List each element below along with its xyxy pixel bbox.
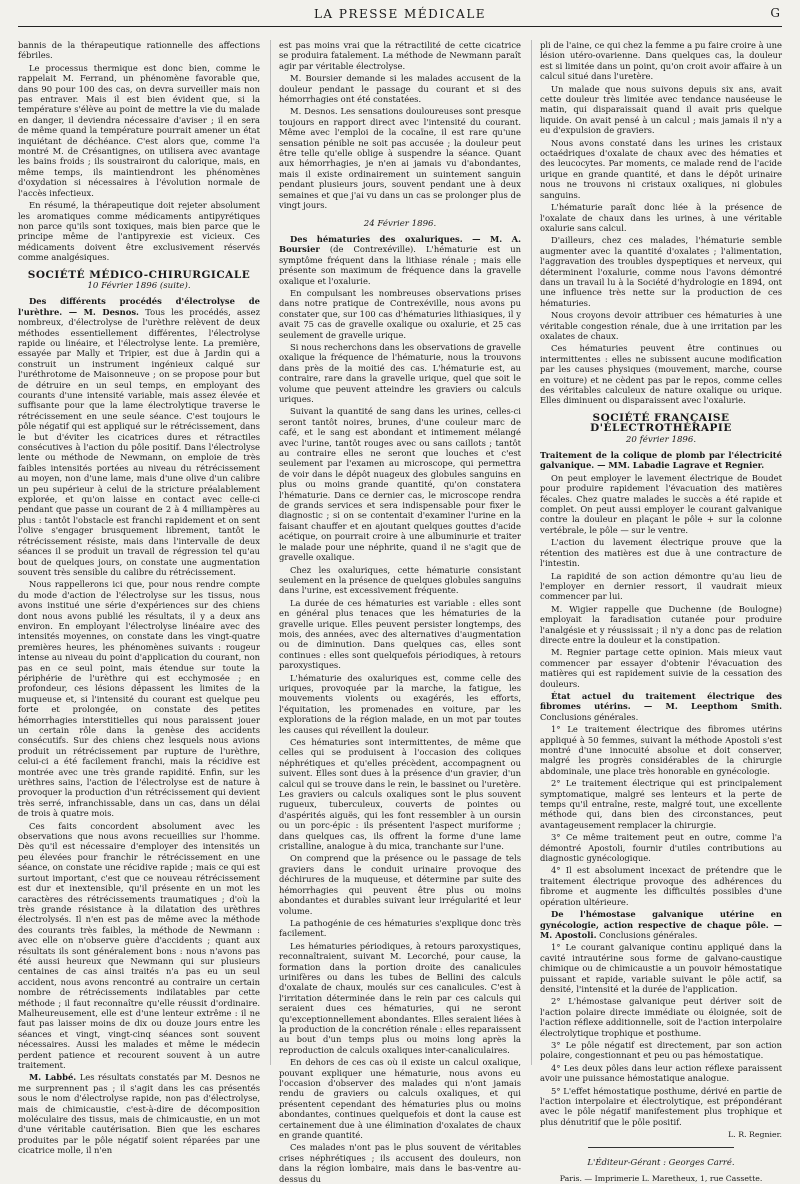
paragraph: Conclusions générales. — [540, 711, 639, 722]
paragraph: 2° Le traitement électrique qui est principalement symptomatique, malgré ses lenteurs et la perte de temps qu'il entraîne, reste, malgré tout, une excellente méthode qui, dans bien des circonstances, peut avantageusement remplacer la chirurgie. — [540, 778, 782, 830]
divider — [588, 1147, 733, 1148]
paragraph: M. Desnos. Les sensations douloureuses sont presque toujours en rapport direct avec l'intensité du courant. Même avec l'emploi de la cocaïne, il est rare qu'une sensation pénible ne soit pas accusée ; la douleur peut être telle qu'elle oblige à suspendre la séance. Quant aux hémorrhagies, je n'en ai jamais vu d'abondantes, mais il existe ordinairement un suintement sanguin pendant plusieurs jours, souvent pendant une à deux semaines et que j'ai vu dans un cas se prolonger plus de vingt jours. — [279, 106, 521, 211]
column-3 — [531, 40, 782, 1184]
paragraph: Conclusions générales. — [599, 929, 698, 940]
paragraph: L'action du lavement électrique prouve que la rétention des matières est due à une contracture de l'intestin. — [540, 537, 782, 569]
section-date: 10 Février 1896 (suite). — [87, 280, 191, 291]
paragraph: Si nous recherchons dans les observations de gravelle oxalique la fréquence de l'hématurie, nous la trouvons dans près de la moitié des cas. L'hématurie est, au contraire, rare dans la gravelle urique, quel que soit le volume que peuvent atteindre les graviers ou calculs uriques. — [279, 341, 521, 404]
paragraph: En dehors de ces cas où il existe un calcul oxalique, pouvant expliquer une hématurie, nous avons eu l'occasion d'observer des malades qui n'ont jamais rendu de graviers ou calculs oxaliques, et qui présentent cependant des hématuries plus ou moins abondantes, continues quelquefois et dont la cause est certainement due à une élimination d'oxalates de chaux en grande quantité. — [279, 1057, 521, 1141]
journal-title: LA PRESSE MÉDICALE — [313, 7, 487, 21]
paragraph: Chez les oxaluriques, cette hématurie consistant seulement en la présence de quelques globules sanguins dans l'urine, est excessivement fréquente. — [279, 564, 521, 596]
paragraph: 1° Le courant galvanique continu appliqué dans la cavité intrautérine sous forme de galvano-caustique chimique ou de chimicaustie a un pouvoir hémostatique puissant et rapide, variable suivant le pôle actif, sa densité, l'intensité et la durée de l'application. — [540, 942, 782, 994]
paragraph: Nous croyons devoir attribuer ces hématuries à une véritable congestion rénale, due à une irritation par les oxalates de chaux. — [540, 310, 782, 341]
paragraph: En compulsant les nombreuses observations prises dans notre pratique de Contrexéville, nous avons pu constater que, sur 100 cas d'hématuries lithiasiques, il y avait 75 cas de gravelle oxalique ou oxalurie, et 25 cas seulement de gravelle urique. — [279, 287, 521, 340]
paragraph: M. Boursier demande si les malades accusent de la douleur pendant le passage du courant et si des hémorrhagies ont été constatées. — [279, 73, 521, 105]
paragraph: M. Regnier partage cette opinion. Mais mieux vaut commencer par essayer d'obtenir l'évacuation des matières qui est rapidement suivie de la cessation des douleurs. — [540, 647, 782, 689]
page-header — [18, 0, 782, 27]
paragraph: est pas moins vrai que la rétractilité de cette cicatrice se produira fatalement. La méthode de Newmann paraît agir par véritable électrolyse. — [279, 40, 521, 71]
paragraph: La rapidité de son action démontre qu'au lieu de l'employer en dernier ressort, il vaudrait mieux commencer par lui. — [540, 570, 782, 602]
paragraph: M. Wigier rappelle que Duchenne (de Boulogne) employait la faradisation cutanée pour produire l'analgésie et y réussissait ; il n'y a donc pas de relation directe entre la douleur et la constipation. — [540, 603, 782, 645]
paragraph: Les résultats constatés par M. Desnos ne me surprennent pas ; il s'agit dans les cas présentés sous le nom d'électrolyse rapide, non pas d'électrolyse, mais de chimicaustie, c'est-à-dire de décomposition moléculaire des tissus, mais de chimicaustie, en un mot d'une véritable cautérisation. Bien que les eschares produites par le pôle négatif soient réparées par une cicatrice molle, il n'en — [18, 1072, 260, 1156]
paragraph: pli de l'aine, ce qui chez la femme a pu faire croire à une lésion utéro-ovarienne. Dans quelques cas, la douleur est si limitée dans un point, qu'on croit avoir affaire à un calcul situé dans l'uretère. — [540, 40, 782, 82]
paragraph: 5° L'effet hémostatique posthume, dérivé en partie de l'action interpolaire et électrolytique, est prépondérant avec le pôle négatif manifestement plus trophique et plus dénutritif que le pôle positif. — [540, 1085, 782, 1127]
paragraph: 3° Ce même traitement peut en outre, comme l'a démontré Apostoli, fournir d'utiles contributions au diagnostic gynécologique. — [540, 832, 782, 864]
paragraph: Le processus thermique est donc bien, comme le rappelait M. Ferrand, un phénomène favorable que, dans 90 pour 100 des cas, on devra surveiller mais non pas entraver. Mais il est bien évident que, si la température s'élève au point de mettre la vie du malade en danger, il deviendra nécessaire d'aviser ; il en sera de même quand la température pourrait amener un état inquiétant de déchéance. C'est alors que, comme l'a montré M. de Crésantignes, on utilisera avec avantage les bains froids ; ils soustrairont du calorique, mais, en même temps, ils maintiendront les phénomènes d'oxydation si nécessaires à l'évolution normale de l'accès infectieux. — [18, 62, 260, 198]
page-number: G — [770, 6, 780, 20]
speaker-name: M. Labbé. — [29, 1072, 77, 1083]
paragraph: Ces hématuries peuvent être continues ou intermittentes : elles ne subissent aucune modification par les causes physiques (mouvement, marche, course en voiture) et ne cèdent pas par le repos, comme celles des véritables calculeux de nature oxalique ou urique. Elles diminuent ou disparaissent avec l'oxalurie. — [540, 343, 782, 406]
article-title: De l'hémostase galvanique utérine en gynécologie, action respective de chaque pôle. — M. Apostoli. — [540, 909, 782, 940]
paragraph: 3° Le pôle négatif est directement, par son action polaire, congestionnant et peu ou pas hémostatique. — [540, 1039, 782, 1061]
paragraph: (de Contrexéville). L'hématurie est un symptôme fréquent dans la lithiase rénale ; mais elle présente son maximum de fréquence dans la gravelle oxalique et l'oxalurie. — [279, 244, 521, 286]
session-date: 24 Février 1896. — [363, 218, 437, 229]
paragraph: Suivant la quantité de sang dans les urines, celles-ci seront tantôt noires, brunes, d'une couleur marc de café, et le sang est abondant et intimement mélangé avec l'urine, tantôt rouges avec ou sans caillots ; tantôt au contraire elles ne seront que louches et c'est seulement par l'examen au microscope, qui permettra de voir dans le dépôt nuageux des globules sanguins en plus ou moins grande quantité, qu'on constatera l'hématurie. Dans ce dernier cas, le microscope rendra de grands services et sera indispensable pour fixer le diagnostic ; si on se contentait d'examiner l'urine en la faisant chauffer et en ajoutant quelques gouttes d'acide acétique, on pourrait croire à une albuminurie et traiter le malade pour une néphrite, quand il ne s'agit que de gravelle oxalique. — [279, 406, 521, 563]
paragraph: Tous les procédés, assez nombreux, d'électrolyse de l'urèthre relèvent de deux méthodes essentiellement différentes, l'électrolyse rapide ou linéaire, et l'électrolyse lente. La première, essayée par Mally et Tripier, est due à Jardin qui a construit un instrument ingénieux calqué sur l'uréthrotome de Maisonneuve ; on se propose pour but de détruire en un seul temps, en employant des courants d'une intensité variable, mais assez élevée et suffisante pour que la lame électrolytique traverse le rétrécissement en une seule séance. C'est toujours le pôle négatif qui est appliqué sur le rétrécissement, dans le but d'éviter les cicatrices dures et rétractiles consécutives à l'action du pôle positif. Dans l'électrolyse lente ou méthode de Newmann, on emploie de très faibles intensités portées au niveau du rétrécissement au moyen, non d'une lame, mais d'une olive d'un calibre un peu supérieur à celui de la stricture préalablement explorée, et qu'on laisse en contact avec celle-ci pendant que passe un courant de 2 à 4 milliampères au plus : tantôt l'obstacle est franchi rapidement et on sent l'olive s'engager brusquement librement, tantôt le rétrécissement résiste, mais dans l'intervalle de deux séances il se produit un travail de régression tel qu'au bout de quelques jours, on constate une augmentation souvent très sensible du calibre du rétrécissement. — [18, 306, 260, 577]
section-title: SOCIÉTÉ MÉDICO-CHIRURGICALE — [27, 268, 251, 281]
columns — [18, 40, 782, 1184]
article-title: Traitement de la colique de plomb par l'électricité galvanique. — MM. Labadie Lagrave et Regnier. — [540, 450, 782, 471]
paragraph: L'hématurie paraît donc liée à la présence de l'oxalate de chaux dans les urines, à une véritable oxalurie sans calcul. — [540, 202, 782, 233]
printer-line: Paris. — Imprimerie L. Maretheux, 1, rue Cassette. — [559, 1174, 763, 1184]
article-title: Des hématuries des oxaluriques. — M. A. Boursier — [279, 233, 521, 255]
paragraph: 4° Les deux pôles dans leur action réflexe paraissent avoir une puissance hémostatique analogue. — [540, 1062, 782, 1084]
section-title: SOCIÉTÉ FRANÇAISE D'ÉLECTROTHÉRAPIE — [590, 411, 732, 435]
paragraph: Un malade que nous suivons depuis six ans, avait cette douleur très limitée avec tendance nauséeuse le matin, qui disparaissait quand il avait pris quelque liquide. On avait pensé à un calcul ; mais jamais il n'y a eu d'expulsion de graviers. — [540, 83, 782, 136]
paragraph: Nous avons constaté dans les urines les cristaux octaédriques d'oxalate de chaux avec des hématies et des leucocytes. Par moments, ce malade rend de l'acide urique en grande quantité, et dans le dépôt urinaire nous ne trouvons ni cristaux oxaliques, ni globules sanguins. — [540, 137, 782, 200]
paragraph: En résumé, la thérapeutique doit rejeter absolument les aromatiques comme médicaments antipyrétiques non parce qu'ils sont toxiques, mais bien parce que le principe même de l'antipyrexie est vicieux. Ces médicaments doivent être exclusivement réservés comme analgésiques. — [18, 200, 260, 263]
footer-show-through — [18, 1071, 782, 1099]
paragraph: On peut employer le lavement électrique de Boudet pour produire rapidement l'évacuation des matières fécales. Chez quatre malades le succès a été rapide et complet. On peut aussi employer le courant galvanique contre la douleur en plaçant le pôle + sur la colonne vertébrale, le pôle — sur le ventre. — [540, 472, 782, 535]
paragraph: 1° Le traitement électrique des fibromes utérins appliqué à 50 femmes, suivant la méthode Apostoli s'est montré d'une innocuité absolue et doit conserver, malgré les progrès considérables de la chirurgie abdominale, une place très honorable en gynécologie. — [540, 724, 782, 776]
signature: L. R. Regnier. — [728, 1130, 782, 1140]
paragraph: Ces hématuries sont intermittentes, de même que celles qui se produisent à l'occasion des coliques néphrétiques et qu'elles précèdent, accompagnent ou suivent. Elles sont dues à la présence d'un gravier, d'un calcul qui se trouve dans le rein, le bassinet ou l'uretère. Les graviers ou calculs oxaliques sont le plus souvent rugueux, tuberculeux, couverts de pointes ou d'aspérités aiguës, qui les font ressembler à un oursin ou un porc-épic : ils présentent l'aspect muriforme ; dans quelques cas, ils offrent la forme d'une lame cristalline, analogue à du mica, tranchante sur l'une. — [279, 737, 521, 852]
paragraph: Ces faits concordent absolument avec les observations que nous avons recueillies sur l'homme. Dès qu'il est nécessaire d'employer des intensités un peu élevées pour franchir le rétrécissement en une séance, on constate une récidive rapide ; mais ce qui est surtout important, c'est que ce nouveau rétrécissement est dur et inextensible, qu'il présente en un mot les caractères des rétrécissements traumatiques ; d'où la très grande résistance à la dilatation des urèthres électrolysés. Il n'en est pas de même avec la méthode des courants très faibles, la méthode de Newmann : avec elle on n'observe guère d'accidents ; quant aux résultats ils sont généralement bons : nous n'avons pas été aussi heureux que Newmann qui sur plusieurs centaines de cas ainsi traités n'a pas eu un seul accident, nous avons rencontré au contraire un certain nombre de rétrécissements indilatables par cette méthode ; il faut reconnaître qu'elle réussit d'ordinaire. Malheureusement, elle est d'une lenteur extrême : il ne faut pas laisser moins de dix ou douze jours entre les séances et vingt, vingt-cinq séances sont souvent nécessaires. Aussi les malades et même le médecin perdent patience et recourent souvent à un autre traitement. — [18, 820, 260, 1070]
editor-line: L'Éditeur-Gérant : Georges Carré. — [587, 1157, 735, 1168]
paragraph: bannis de la thérapeutique rationnelle des affections fébriles. — [18, 40, 260, 61]
paragraph: Ces malades n'ont pas le plus souvent de véritables crises néphrétiques ; ils accusent des douleurs, non dans la région lombaire, mais dans le bas-ventre au-dessus du — [279, 1142, 521, 1184]
paragraph: Nous rappellerons ici que, pour nous rendre compte du mode d'action de l'électrolyse sur les tissus, nous avons institué une série d'expériences sur des chiens dont nous avons publié les résultats, il y a deux ans environ. En employant l'électrolyse linéaire avec des intensités moyennes, on constate dans les vingt-quatre premières heures, les phénomènes suivants : rougeur intense au niveau du point d'application du courant, non pas en ce seul point, mais étendue sur toute la périphérie de l'urèthre qui est ecchymosée ; en profondeur, ces lésions dépassent les limites de la muqueuse et, si l'intensité du courant est quelque peu forte et prolongée, on constate des petites hémorrhagies interstitielles qui nous paraissent jouer un certain rôle dans la genèse des accidents consécutifs. Sur des chiens chez lesquels nous avions produit un rétrécissement par rupture de l'urèthre, celui-ci a été facilement franchi, mais la récidive est montrée avec une très grande rapidité. Enfin, sur les urèthres sains, l'action de l'électrolyse est de nature à provoquer la production d'un rétrécissement qui devient très serré, infranchissable, dans un cas, dans un délai de trois à quatre mois. — [18, 579, 260, 819]
paragraph: L'hématurie des oxaluriques est, comme celle des uriques, provoquée par la marche, la fatigue, les mouvements violents ou exagérés, les efforts, l'équitation, les promenades en voiture, par les explorations de la région malade, en un mot par toutes les causes qui réveillent la douleur. — [279, 672, 521, 735]
paragraph: 4° Il est absolument incexact de prétendre que le traitement électrique provoque des adhérences du fibrome et augmente les difficultés possibles d'une opération ultérieure. — [540, 865, 782, 907]
paragraph: Les hématuries périodiques, à retours paroxystiques, reconnaîtraient, suivant M. Lecorché, pour cause, la formation dans la portion droite des canalicules urinifères ou dans les tubes de Bellini des calculs d'oxalate de chaux, moulés sur ces canalicules. C'est à l'irritation déterminée dans le rein par ces calculs qui seraient dues ces hématuries, qui ne seront qu'exceptionnellement abondantes. Elles seraient liées à la production de la concrétion rénale : elles reparaissent au bout d'un temps plus ou moins long après la reproduction de calculs oxaliques inter-canaliculaires. — [279, 940, 521, 1055]
paragraph: On comprend que la présence ou le passage de tels graviers dans le conduit urinaire provoque des déchirures de la muqueuse, et détermine par suite des hémorrhagies qui peuvent être plus ou moins abondantes et durables suivant leur irrégularité et leur volume. — [279, 853, 521, 916]
paragraph: 2° L'hémostase galvanique peut dériver soit de l'action polaire directe immédiate ou éloignée, soit de l'action réflexe additionnelle, soit de l'action interpolaire électrolytique trophique et posthume. — [540, 996, 782, 1038]
column-2 — [270, 40, 521, 1184]
section-date: 20 février 1896. — [625, 434, 697, 445]
article-title: État actuel du traitement électrique des fibromes utérins. — M. Leepthom Smith. — [540, 690, 782, 712]
paragraph: La durée de ces hématuries est variable : elles sont en général plus tenaces que les hématuries de la gravelle urique. Elles peuvent persister longtemps, des mois, des années, avec des alternatives d'augmentation ou de diminution. Dans quelques cas, elles sont continues : elles sont quelquefois périodiques, à retours paroxystiques. — [279, 597, 521, 671]
column-1 — [18, 40, 260, 1156]
article-title: Des différents procédés d'électrolyse de l'urèthre. — M. Desnos. — [18, 296, 260, 317]
paragraph: D'ailleurs, chez ces malades, l'hématurie semble augmenter avec la quantité d'oxalates ; l'alimentation, l'aggravation des troubles dyspeptiques et nerveux, qui déterminent l'oxalurie, comme nous l'avons démontré dans un travail lu à la Société d'hydrologie en 1894, ont une influence très nette sur la production de ces hématuries. — [540, 235, 782, 308]
paragraph: La pathogénie de ces hématuries s'explique donc très facilement. — [279, 917, 521, 939]
